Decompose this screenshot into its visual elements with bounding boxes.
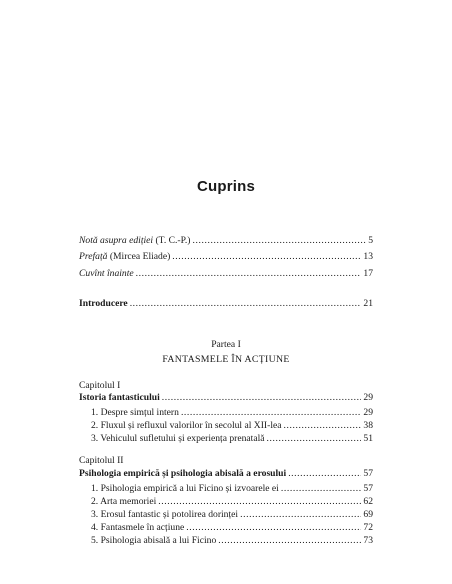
toc-entry bbox=[79, 269, 373, 279]
toc-page-number: 17 bbox=[363, 268, 373, 279]
toc-entry-label: Introducere bbox=[79, 298, 128, 309]
toc-entry-section bbox=[91, 421, 373, 431]
toc-page-number: 69 bbox=[363, 509, 373, 520]
toc-entry-label: Psihologia empirică și psihologia abisală a erosului bbox=[79, 468, 287, 479]
toc-entry bbox=[79, 236, 373, 246]
part-heading: Partea I bbox=[211, 339, 241, 350]
toc-entry-section bbox=[91, 484, 373, 494]
chapter-heading: Capitolul II bbox=[79, 455, 124, 466]
toc-entry-label-italic: Prefață bbox=[79, 251, 108, 262]
toc-entry-label: 1. Despre simțul intern bbox=[91, 407, 179, 418]
toc-entry-section bbox=[91, 523, 373, 533]
toc-page-number: 13 bbox=[363, 251, 373, 262]
toc-entry-label: 2. Fluxul și refluxul valorilor în secolul al XII-lea bbox=[91, 420, 282, 431]
toc-entry-label-italic: Notă asupra ediției bbox=[79, 235, 154, 246]
page-title: Cuprins bbox=[196, 178, 256, 195]
dot-leader bbox=[267, 434, 362, 444]
dot-leader bbox=[218, 536, 361, 546]
toc-entry bbox=[79, 252, 373, 262]
dot-leader bbox=[281, 484, 362, 494]
dot-leader bbox=[162, 393, 362, 403]
toc-entry-section bbox=[91, 434, 373, 444]
toc-entry-label: 3. Erosul fantastic și potolirea dorinței bbox=[91, 509, 239, 520]
toc-entry-section bbox=[91, 408, 373, 418]
toc-entry-label: 5. Psihologia abisală a lui Ficino bbox=[91, 535, 217, 546]
toc-page-number: 51 bbox=[363, 433, 373, 444]
toc-entry-label: 4. Fantasmele în acțiune bbox=[91, 522, 185, 533]
toc-entry-chapter bbox=[79, 469, 373, 479]
toc-page-number: 5 bbox=[368, 235, 373, 246]
toc-page-number: 62 bbox=[363, 496, 373, 507]
dot-leader bbox=[240, 510, 361, 520]
dot-leader bbox=[284, 421, 362, 431]
toc-entry-label: 3. Vehiculul sufletului și experiența prenatală bbox=[91, 433, 265, 444]
toc-entry-chapter bbox=[79, 393, 373, 403]
toc-page-number: 38 bbox=[363, 420, 373, 431]
chapter-heading: Capitolul I bbox=[79, 380, 121, 391]
dot-leader bbox=[288, 469, 361, 479]
toc-entry-section bbox=[91, 536, 373, 546]
toc-entry-introduction bbox=[79, 299, 373, 309]
toc-page-number: 21 bbox=[363, 298, 373, 309]
toc-entry-label: Istoria fantasticului bbox=[79, 392, 160, 403]
toc-entry-label: (T. C.-P.) bbox=[153, 235, 191, 246]
dot-leader bbox=[136, 269, 362, 279]
toc-page-number: 57 bbox=[363, 468, 373, 479]
toc-entry-section bbox=[91, 497, 373, 507]
toc-page-number: 29 bbox=[363, 407, 373, 418]
toc-entry-label-italic: Cuvînt înainte bbox=[79, 268, 134, 279]
toc-entry-label: 1. Psihologia empirică a lui Ficino și izvoarele ei bbox=[91, 483, 279, 494]
toc-page-number: 57 bbox=[363, 483, 373, 494]
toc-page-number: 72 bbox=[363, 522, 373, 533]
dot-leader bbox=[193, 236, 367, 246]
toc-page-number: 73 bbox=[363, 535, 373, 546]
part-title: FANTASMELE ÎN ACȚIUNE bbox=[162, 354, 290, 365]
toc-entry-label: (Mircea Eliade) bbox=[107, 251, 171, 262]
toc-entry-section bbox=[91, 510, 373, 520]
dot-leader bbox=[172, 252, 361, 262]
toc-page-number: 29 bbox=[363, 392, 373, 403]
dot-leader bbox=[181, 408, 361, 418]
dot-leader bbox=[158, 497, 361, 507]
toc-entry-label: 2. Arta memoriei bbox=[91, 496, 157, 507]
dot-leader bbox=[130, 299, 362, 309]
dot-leader bbox=[186, 523, 361, 533]
